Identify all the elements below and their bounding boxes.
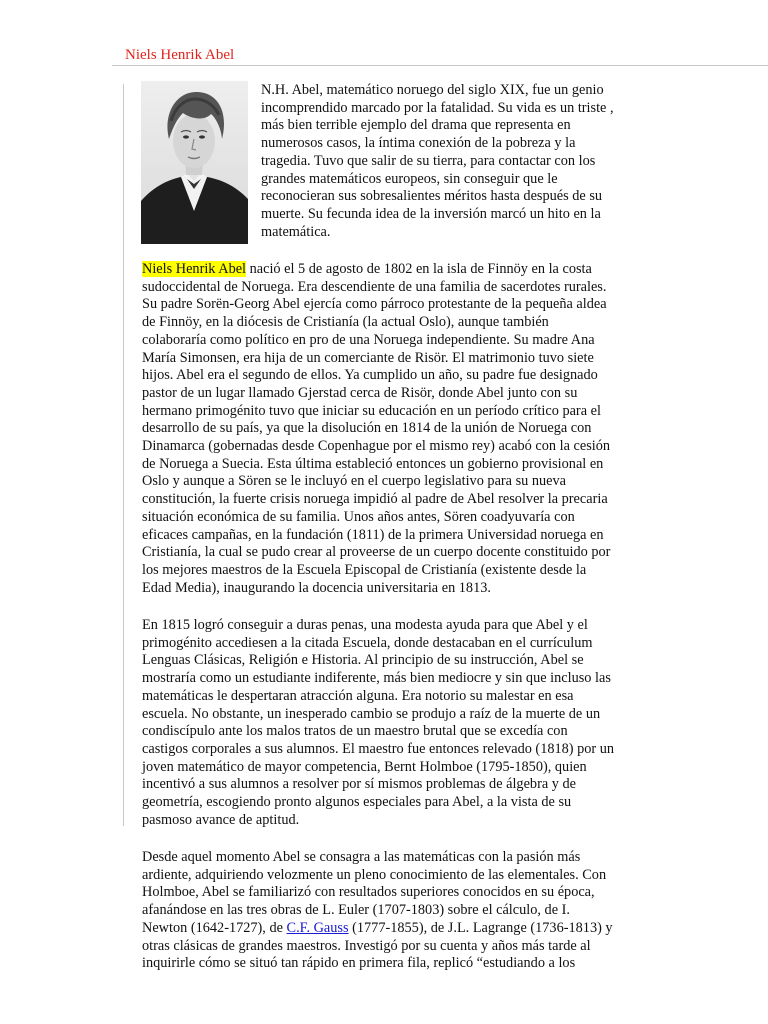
abel-portrait bbox=[141, 81, 248, 244]
intro-line: numerosos casos, la íntima conexión de la pobreza y la bbox=[261, 135, 576, 152]
paragraph-line: Lenguas Clásicas, Religión e Historia. Al principio de su instrucción, Abel se bbox=[142, 652, 584, 669]
paragraph-line: joven matemático de mayor competencia, Bernt Holmboe (1795-1850), quien bbox=[142, 758, 587, 775]
paragraph-line: Cristianía, la cual se pudo crear al proveerse de un cuerpo docente constituido por bbox=[142, 544, 611, 561]
intro-paragraph bbox=[261, 82, 614, 241]
intro-line: grandes matemáticos europeos, sin conseguir que le bbox=[261, 170, 558, 187]
paragraph-line: Holmboe, Abel se familiarizó con resultados superiores conocidos en su época, bbox=[142, 884, 595, 901]
paragraph-line: inquirirle cómo se situó tan rápido en primera fila, replicó “estudiando a los bbox=[142, 955, 576, 972]
paragraph-text: (1777-1855), de J.L. Lagrange (1736-1813) y bbox=[348, 919, 613, 936]
paragraph-line: hijos. Abel era el segundo de ellos. Ya cumplido un año, su padre fue designado bbox=[142, 367, 598, 384]
paragraph-line bbox=[142, 261, 768, 279]
paragraph-line bbox=[142, 920, 768, 938]
paragraph-line: pastor de un lugar llamado Gjerstad cerca de Risör, donde Abel junto con su bbox=[142, 384, 578, 401]
paragraph-line: escuela. No obstante, un inesperado cambio se produjo a raíz de la muerte de un bbox=[142, 705, 601, 722]
paragraph-text: Newton (1642-1727), de bbox=[142, 919, 287, 936]
paragraph-line: los mejores maestros de la Escuela Episcopal de Cristianía (existente desde la bbox=[142, 561, 587, 578]
intro-line: más bien terrible ejemplo del drama que representa en bbox=[261, 117, 571, 134]
paragraph-line: de Noruega a Suecia. Esta última estableció entonces un gobierno provisional en bbox=[142, 455, 604, 472]
paragraph-line: matemáticas le despertaran atracción alguna. Era notorio su malestar en esa bbox=[142, 687, 574, 704]
paragraph-line: situación económica de su familia. Unos años antes, Sören coadyuvaría con bbox=[142, 508, 575, 525]
paragraph-line: constitución, la fuerte crisis noruega impidió al padre de Abel resolver la precaria bbox=[142, 491, 608, 508]
paragraph-line: desarrollo de su país, ya que la disolución en 1814 de la unión de Noruega con bbox=[142, 420, 592, 437]
paragraph-line: de Finnöy, en la diócesis de Cristianía (la actual Oslo), aunque también bbox=[142, 314, 549, 331]
paragraph-line: condiscípulo ante los malos tratos de un maestro brutal que se excedía con bbox=[142, 723, 568, 740]
paragraph-line: Oslo y aunque a Sören se le incluyó en el cuerpo legislativo para su nueva bbox=[142, 473, 567, 490]
paragraph-line: Desde aquel momento Abel se consagra a las matemáticas con la pasión más bbox=[142, 849, 581, 865]
intro-line: tragedia. Tuvo que salir de su tierra, para contactar con los bbox=[261, 152, 596, 169]
paragraph-line: castigos corporales a sus alumnos. El maestro fue entonces relevado (1818) por un bbox=[142, 740, 615, 757]
intro-line: incomprendido marcado por la fatalidad. Su vida es un triste , bbox=[261, 99, 614, 116]
paragraph-line: sudoccidental de Noruega. Era descendiente de una familia de sacerdotes rurales. bbox=[142, 278, 607, 295]
paragraph-line: afanándose en las tres obras de L. Euler (1707-1803) sobre el cálculo, de I. bbox=[142, 902, 570, 919]
paragraph-line: incentivó a sus alumnos a resolver por sí mismos problemas de álgebra y de bbox=[142, 776, 576, 793]
intro-line: muerte. Su fecunda idea de la inversión marcó un hito en la bbox=[261, 205, 601, 222]
paragraph-line: Su padre Sorën-Georg Abel ejercía como párroco protestante de la pequeña aldea bbox=[142, 296, 607, 313]
paragraph-line: geometría, escogiendo pronto algunos especiales para Abel, a la vista de su bbox=[142, 794, 572, 811]
paragraph-line: primogénito accediesen a la citada Escuela, donde destacaban en el currículum bbox=[142, 634, 593, 651]
page-title: Niels Henrik Abel bbox=[125, 47, 235, 63]
paragraph-line: Dinamarca (gobernadas desde Copenhague por el mismo rey) acabó con la cesión bbox=[142, 438, 611, 455]
paragraph-line: mostraría como un estudiante indiferente, más bien mediocre y sin que incluso las bbox=[142, 670, 611, 687]
paragraph-line: hermano primogénito tuvo que iniciar su educación en un período crítico para el bbox=[142, 402, 601, 419]
paragraph-birth bbox=[142, 261, 768, 597]
gauss-link[interactable]: C.F. Gauss bbox=[286, 919, 349, 936]
paragraph-line: En 1815 logró conseguir a duras penas, una modesta ayuda para que Abel y el bbox=[142, 617, 588, 633]
title-divider bbox=[112, 65, 768, 66]
left-margin-rule bbox=[123, 84, 124, 826]
paragraph-text: nació el 5 de agosto de 1802 en la isla de Finnöy en la costa bbox=[246, 261, 592, 277]
paragraph-line: colaboraría como político en pro de una Noruega independiente. Su madre Ana bbox=[142, 331, 595, 348]
paragraph-line: María Simonsen, era hija de un comerciante de Risör. El matrimonio tuvo siete bbox=[142, 349, 594, 366]
paragraph-line: pasmoso avance de aptitud. bbox=[142, 811, 300, 828]
intro-line: N.H. Abel, matemático noruego del siglo XIX, fue un genio bbox=[261, 82, 604, 98]
intro-line: reconocieran sus sobresalientes méritos hasta después de su bbox=[261, 188, 603, 205]
paragraph-line: otras clásicas de grandes maestros. Investigó por su cuenta y años más tarde al bbox=[142, 937, 591, 954]
highlighted-name: Niels Henrik Abel bbox=[142, 261, 247, 277]
paragraph-mathematics bbox=[142, 849, 768, 973]
paragraph-schooling bbox=[142, 617, 768, 829]
paragraph-line: Edad Media), inaugurando la docencia universitaria en 1813. bbox=[142, 579, 491, 596]
paragraph-line: eficaces campañas, en la fundación (1811) de la primera Universidad noruega en bbox=[142, 526, 604, 543]
intro-line: matemática. bbox=[261, 223, 331, 240]
paragraph-line: ardiente, adquiriendo velozmente un pleno conocimiento de las elementales. Con bbox=[142, 866, 607, 883]
